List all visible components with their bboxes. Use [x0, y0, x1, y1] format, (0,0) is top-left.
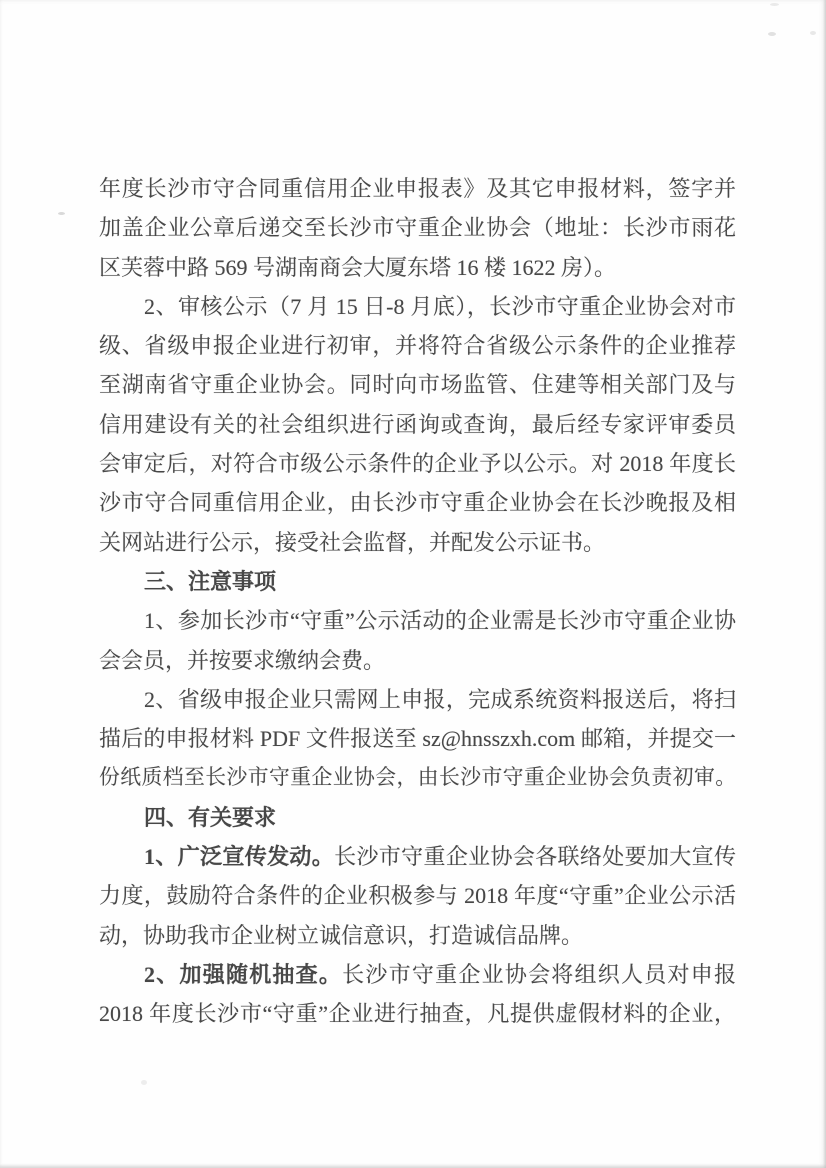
text-line: 动，协助我市企业树立诚信意识，打造诚信品牌。: [99, 922, 584, 948]
scan-speck: [770, 3, 779, 6]
text-line: 关网站进行公示，接受社会监督，并配发公示证书。: [99, 529, 606, 555]
text-line: 年度长沙市守合同重信用企业申报表》及其它申报材料，签字并: [99, 176, 736, 201]
line-rest: 长沙市守重企业协会各联络处要加大宣传: [334, 844, 736, 870]
scan-speck: [810, 31, 816, 35]
text-line: 会会员，并按要求缴纳会费。: [99, 647, 386, 673]
text-line: 2、省级申报企业只需网上申报，完成系统资料报送后，将扫: [144, 686, 736, 712]
text-line: 加盖企业公章后递交至长沙市守重企业协会（地址：长沙市雨花: [99, 215, 736, 241]
text-line: 描后的申报材料 PDF 文件报送至 sz@hnsszxh.com 邮箱，并提交一: [99, 726, 736, 752]
text-line: 会审定后，对符合市级公示条件的企业予以公示。对 2018 年度长: [99, 451, 736, 477]
text-line: 信用建设有关的社会组织进行函询或查询，最后经专家评审委员: [99, 411, 736, 437]
page-edge-shadow: [0, 1164, 826, 1168]
bold-lead: 1、广泛宣传发动。: [144, 844, 335, 870]
text-line: 2018 年度长沙市“守重”企业进行抽查，凡提供虚假材料的企业，: [99, 1001, 736, 1027]
bold-lead: 2、加强随机抽查。: [144, 961, 343, 987]
text-line: 级、省级申报企业进行初审，并将符合省级公示条件的企业推荐: [99, 333, 736, 359]
section-heading: 三、注意事项: [144, 568, 277, 594]
text-line: 区芙蓉中路 569 号湖南商会大厦东塔 16 楼 1622 房）。: [99, 254, 617, 280]
scan-speck: [58, 212, 65, 215]
line-rest: 长沙市守重企业协会将组织人员对申报: [342, 961, 736, 987]
text-line: 沙市守合同重信用企业，由长沙市守重企业协会在长沙晚报及相: [99, 490, 736, 516]
section-heading: 四、有关要求: [144, 804, 277, 830]
text-line: [99, 955, 736, 994]
text-line: 力度，鼓励符合条件的企业积极参与 2018 年度“守重”企业公示活: [99, 883, 736, 909]
document-body: [99, 169, 736, 1034]
text-line: 2、审核公示（7 月 15 日-8 月底），长沙市守重企业协会对市: [144, 293, 736, 319]
text-line: 至湖南省守重企业协会。同时向市场监管、住建等相关部门及与: [99, 372, 736, 398]
text-line: [99, 837, 736, 876]
scan-speck: [141, 1080, 147, 1085]
text-line: 1、参加长沙市“守重”公示活动的企业需是长沙市守重企业协: [144, 608, 736, 634]
scan-speck: [768, 32, 776, 36]
text-line: 份纸质档至长沙市守重企业协会，由长沙市守重企业协会负责初审。: [99, 766, 736, 790]
